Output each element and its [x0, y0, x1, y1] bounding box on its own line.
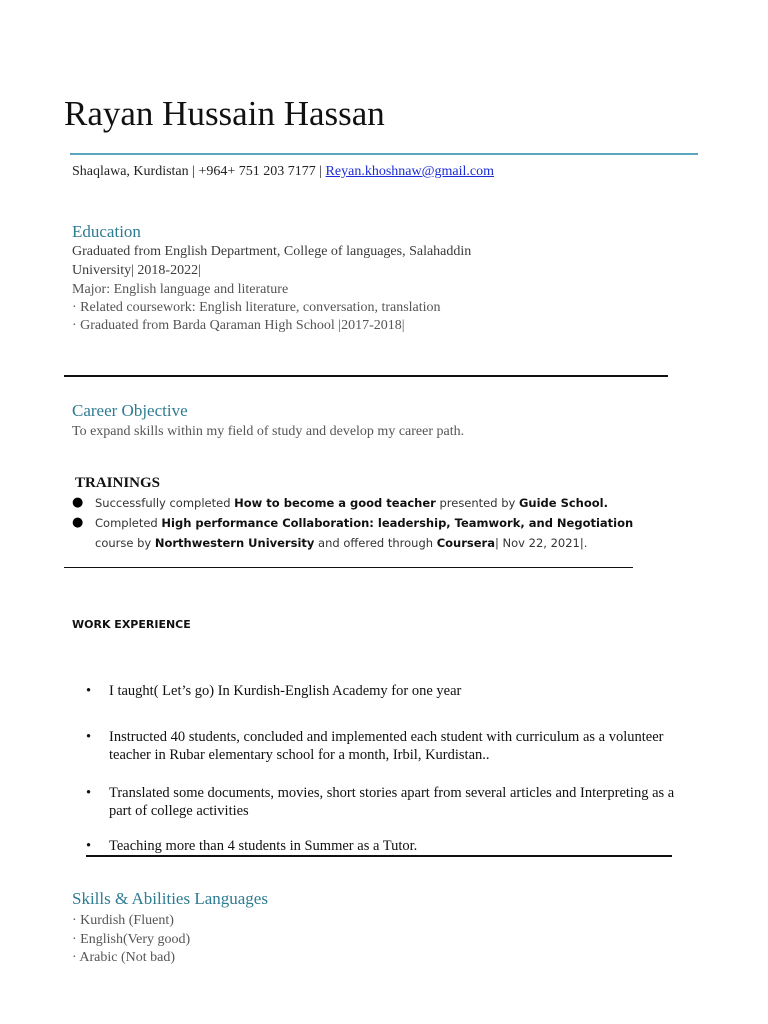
- training-provider: Northwestern University: [154, 536, 315, 550]
- education-line-2: University| 2018-2022|: [72, 263, 201, 278]
- work-item: [86, 682, 676, 700]
- training-platform: Coursera: [436, 536, 495, 550]
- contact-details: Shaqlawa, Kurdistan | +964+ 751 203 7177 |: [72, 164, 326, 179]
- bullet-icon: •: [86, 729, 92, 745]
- language-item: · Kurdish (Fluent): [72, 913, 174, 928]
- work-item-text: I taught( Let’s go) In Kurdish-English Academy for one year: [109, 683, 462, 699]
- work-item: [86, 784, 676, 820]
- work-item-text: Instructed 40 students, concluded and implemented each student with curriculum as a volunteer teacher in Rubar elementary school for a month, Irbil, Kurdistan..: [109, 729, 664, 763]
- trainings-heading: TRAININGS: [75, 475, 161, 491]
- bullet-icon: ●: [72, 515, 84, 530]
- training-text: and offered through: [314, 536, 437, 550]
- bullet-icon: •: [86, 785, 92, 801]
- training-text: Completed: [95, 516, 162, 530]
- bullet-icon: •: [86, 838, 92, 854]
- section-divider: [64, 567, 633, 568]
- work-item: [86, 837, 676, 855]
- training-date: | Nov 22, 2021|.: [495, 536, 588, 550]
- education-major: Major: English language and literature: [72, 282, 289, 297]
- bullet-icon: ●: [72, 495, 84, 510]
- training-item: [72, 513, 672, 553]
- section-divider: [86, 855, 672, 857]
- name-divider: [70, 153, 698, 155]
- language-item: · Arabic (Not bad): [72, 950, 176, 965]
- career-text: To expand skills within my field of study and develop my career path.: [72, 424, 465, 439]
- resume-name: Rayan Hussain Hassan: [64, 94, 385, 133]
- work-item: [86, 728, 676, 764]
- email-link[interactable]: Reyan.khoshnaw@gmail.com: [325, 164, 494, 179]
- training-text: Successfully completed: [95, 496, 235, 510]
- education-heading: Education: [72, 222, 141, 241]
- section-divider: [64, 375, 668, 377]
- training-course: High performance Collaboration: leadership, Teamwork, and Negotiation: [161, 516, 634, 530]
- language-item: · English(Very good): [72, 932, 191, 947]
- education-degree: Graduated from English Department: [72, 244, 277, 259]
- training-item: [72, 493, 672, 513]
- training-text: presented by: [435, 496, 519, 510]
- education-highschool: · Graduated from Barda Qaraman High School |2017-2018|: [72, 318, 405, 333]
- contact-line: [72, 164, 494, 180]
- work-item-text: Translated some documents, movies, short stories apart from several articles and Interpreting as a part of college activities: [109, 785, 675, 819]
- training-provider: Guide School.: [518, 496, 608, 510]
- training-text: course by: [95, 536, 155, 550]
- work-item-text: Teaching more than 4 students in Summer as a Tutor.: [109, 838, 418, 854]
- work-heading: WORK EXPERIENCE: [72, 618, 191, 631]
- education-coursework: · Related coursework: English literature, conversation, translation: [72, 300, 441, 315]
- education-college: , College of languages, Salahaddin: [276, 244, 472, 259]
- bullet-icon: •: [86, 683, 92, 699]
- training-course: How to become a good teacher: [234, 496, 436, 510]
- career-heading: Career Objective: [72, 401, 188, 420]
- education-line-1: [72, 244, 471, 260]
- skills-heading: Skills & Abilities Languages: [72, 889, 268, 908]
